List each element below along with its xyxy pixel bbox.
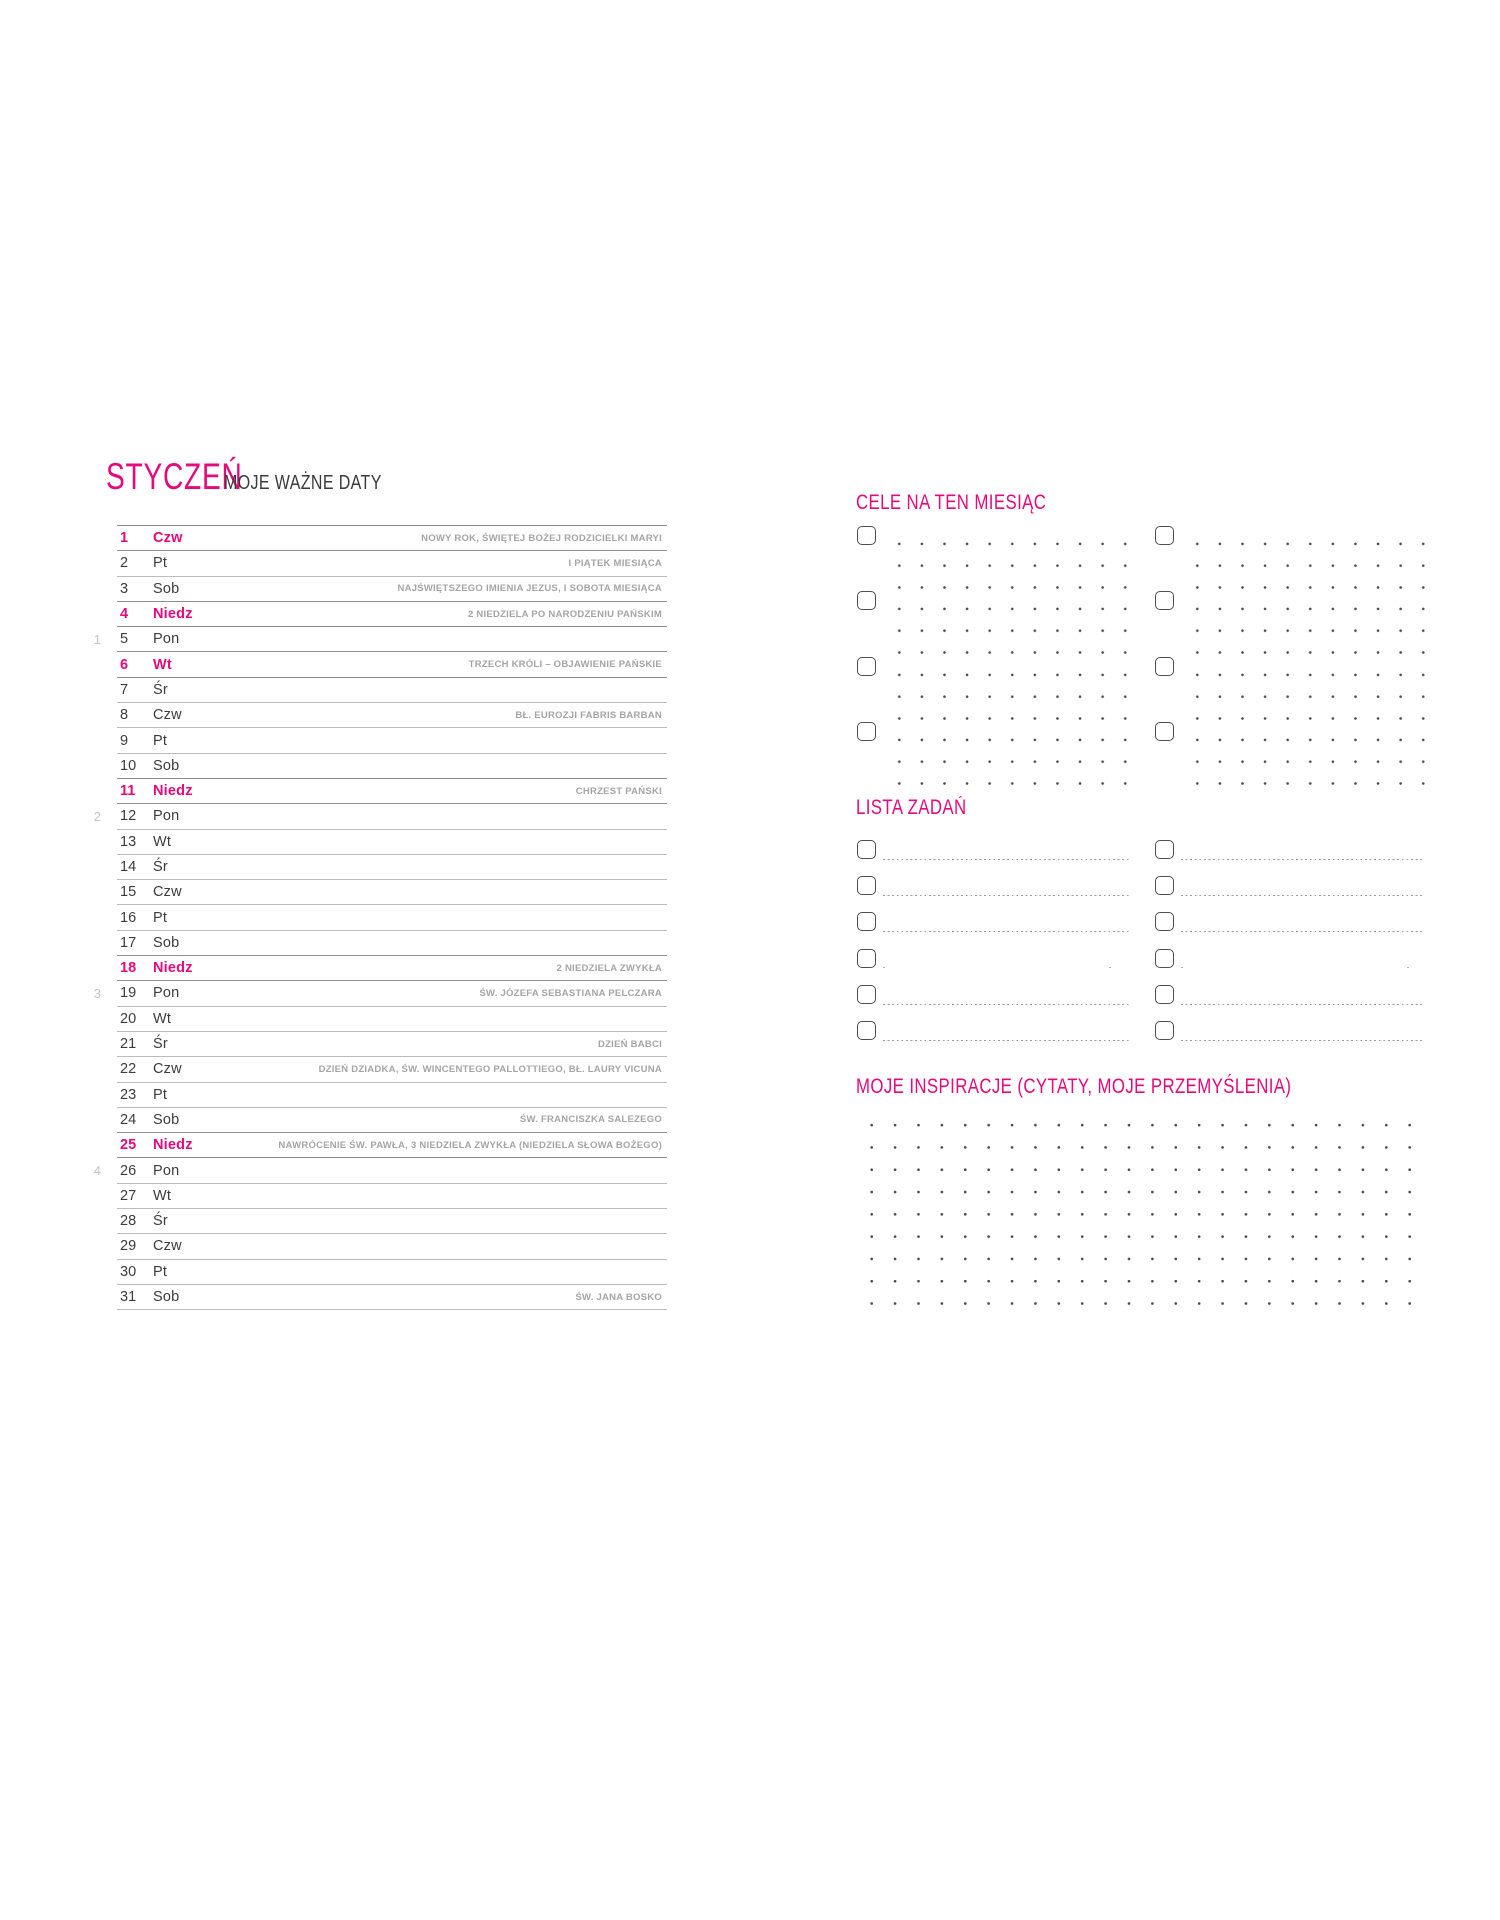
day-note: BŁ. EUROZJI FABRIS BARBAN xyxy=(515,709,662,721)
goal-dot-area[interactable] xyxy=(1178,657,1425,722)
day-number: 13 xyxy=(120,833,137,850)
day-number: 18 xyxy=(120,960,137,977)
task-checkbox[interactable] xyxy=(1155,876,1174,895)
day-note: I PIĄTEK MIESIĄCA xyxy=(568,557,662,569)
goal-dot-area[interactable] xyxy=(880,657,1131,722)
weekday-label: Pon xyxy=(153,985,180,1002)
weekday-label: Sob xyxy=(153,1111,180,1128)
day-note: ŚW. JÓZEFA SEBASTIANA PELCZARA xyxy=(479,987,662,999)
day-number: 22 xyxy=(120,1061,137,1078)
day-note: CHRZEST PAŃSKI xyxy=(575,785,662,797)
goal-block xyxy=(1155,526,1425,591)
calendar-row-28 xyxy=(117,1209,667,1234)
goal-block xyxy=(1155,591,1425,656)
task-write-line[interactable] xyxy=(883,1021,1129,1041)
goal-dot-area[interactable] xyxy=(880,722,1131,787)
weekday-label: Pon xyxy=(153,631,180,648)
goal-checkbox[interactable] xyxy=(1155,591,1174,610)
week-number: 3 xyxy=(93,985,101,1001)
inspirations-section-title: MOJE INSPIRACJE (CYTATY, MOJE PRZEMYŚLENIA) xyxy=(856,1075,1292,1098)
calendar-row-4 xyxy=(117,602,667,627)
weekday-label: Czw xyxy=(153,1061,182,1078)
calendar-row-3 xyxy=(117,577,667,602)
calendar-row-8 xyxy=(117,703,667,728)
calendar-row-21 xyxy=(117,1032,667,1057)
weekday-label: Niedz xyxy=(153,606,193,623)
calendar-row-12 xyxy=(93,804,667,829)
weekday-label: Pt xyxy=(153,1263,168,1280)
task-cell xyxy=(857,912,1155,948)
task-write-line[interactable] xyxy=(1181,912,1425,932)
day-note: NAJŚWIĘTSZEGO IMIENIA JEZUS, I SOBOTA MIESIĄCA xyxy=(397,583,662,595)
weekday-label: Sob xyxy=(153,580,180,597)
calendar-row-13 xyxy=(117,830,667,855)
task-cell xyxy=(857,1021,1155,1057)
day-number: 19 xyxy=(120,985,137,1002)
day-number: 30 xyxy=(120,1263,137,1280)
goal-checkbox[interactable] xyxy=(857,722,876,741)
task-cell xyxy=(1155,840,1425,876)
tasks-grid xyxy=(857,840,1425,1057)
day-note: NAWRÓCENIE ŚW. PAWŁA, 3 NIEDZIELA ZWYKŁA (NIEDZIELA SŁOWA BOŻEGO) xyxy=(278,1139,662,1151)
goal-dot-area[interactable] xyxy=(1178,526,1425,591)
task-checkbox[interactable] xyxy=(857,912,876,931)
day-number: 20 xyxy=(120,1010,137,1027)
calendar-row-11 xyxy=(117,779,667,804)
calendar-table xyxy=(93,525,667,1310)
task-write-line[interactable] xyxy=(1181,840,1425,860)
day-number: 31 xyxy=(120,1289,137,1306)
task-checkbox[interactable] xyxy=(1155,985,1174,1004)
task-cell xyxy=(1155,912,1425,948)
day-number: 4 xyxy=(120,606,129,623)
tasks-section-title: LISTA ZADAŃ xyxy=(856,796,967,819)
weekday-label: Niedz xyxy=(153,783,193,800)
task-row xyxy=(857,840,1425,876)
goals-grid xyxy=(857,526,1425,788)
weekday-label: Śr xyxy=(153,1036,168,1053)
weekday-label: Czw xyxy=(153,884,182,901)
task-checkbox[interactable] xyxy=(857,876,876,895)
calendar-row-14 xyxy=(117,855,667,880)
task-cell xyxy=(1155,876,1425,912)
day-number: 9 xyxy=(120,732,129,749)
task-cell xyxy=(857,949,1155,985)
calendar-row-7 xyxy=(117,678,667,703)
week-number: 4 xyxy=(93,1163,101,1179)
task-write-line[interactable] xyxy=(1181,1021,1425,1041)
day-number: 8 xyxy=(120,707,129,724)
day-note: DZIEŃ BABCI xyxy=(598,1038,662,1050)
task-checkbox[interactable] xyxy=(1155,840,1174,859)
goals-section-title: CELE NA TEN MIESIĄC xyxy=(856,491,1047,514)
weekday-label: Wt xyxy=(153,1010,172,1027)
goal-row xyxy=(857,657,1425,722)
day-number: 11 xyxy=(120,783,136,800)
month-title: STYCZEŃ xyxy=(106,456,243,497)
calendar-row-20 xyxy=(117,1007,667,1032)
weekday-label: Czw xyxy=(153,530,183,547)
task-cell xyxy=(857,876,1155,912)
task-checkbox[interactable] xyxy=(857,985,876,1004)
inspirations-dot-grid[interactable] xyxy=(858,1110,1422,1307)
weekday-label: Pt xyxy=(153,555,168,572)
calendar-row-22 xyxy=(117,1057,667,1082)
goal-checkbox[interactable] xyxy=(1155,722,1174,741)
goal-block xyxy=(857,722,1155,787)
day-number: 14 xyxy=(120,859,137,875)
day-number: 26 xyxy=(120,1162,137,1179)
day-note: 2 NIEDZIELA PO NARODZENIU PAŃSKIM xyxy=(467,608,662,620)
task-write-line[interactable] xyxy=(883,912,1129,932)
task-write-line[interactable] xyxy=(883,949,1129,969)
weekday-label: Śr xyxy=(153,681,168,698)
task-write-line[interactable] xyxy=(883,985,1129,1005)
day-number: 3 xyxy=(120,580,129,597)
task-checkbox[interactable] xyxy=(857,949,876,968)
day-number: 24 xyxy=(120,1111,137,1128)
calendar-row-17 xyxy=(117,931,667,956)
day-number: 2 xyxy=(120,555,129,572)
weekday-label: Niedz xyxy=(153,1137,193,1154)
task-checkbox[interactable] xyxy=(1155,912,1174,931)
task-write-line[interactable] xyxy=(1181,985,1425,1005)
calendar-row-26 xyxy=(93,1158,667,1183)
weekday-label: Śr xyxy=(153,859,168,875)
weekday-label: Sob xyxy=(153,757,180,774)
day-number: 21 xyxy=(120,1036,137,1053)
task-checkbox[interactable] xyxy=(857,840,876,859)
task-row xyxy=(857,949,1425,985)
task-cell xyxy=(857,840,1155,876)
day-number: 5 xyxy=(120,631,129,648)
calendar-row-18 xyxy=(117,956,667,981)
weekday-label: Wt xyxy=(153,656,172,673)
day-number: 29 xyxy=(120,1238,137,1255)
task-cell xyxy=(1155,949,1425,985)
task-row xyxy=(857,1021,1425,1057)
calendar-row-1 xyxy=(117,526,667,551)
goal-block xyxy=(857,526,1155,591)
task-cell xyxy=(1155,985,1425,1021)
goal-dot-area[interactable] xyxy=(880,591,1131,656)
day-number: 6 xyxy=(120,656,129,673)
goal-block xyxy=(857,657,1155,722)
calendar-row-6 xyxy=(117,652,667,677)
goal-checkbox[interactable] xyxy=(857,526,876,545)
day-number: 27 xyxy=(120,1187,137,1204)
day-number: 10 xyxy=(120,757,137,774)
calendar-row-27 xyxy=(117,1184,667,1209)
calendar-row-31 xyxy=(117,1285,667,1310)
weekday-label: Czw xyxy=(153,707,182,724)
weekday-label: Wt xyxy=(153,1187,172,1204)
task-checkbox[interactable] xyxy=(1155,949,1174,968)
goal-row xyxy=(857,722,1425,787)
calendar-row-30 xyxy=(117,1260,667,1285)
day-note: NOWY ROK, ŚWIĘTEJ BOŻEJ RODZICIELKI MARYI xyxy=(421,532,662,544)
month-subtitle: MOJE WAŻNE DATY xyxy=(224,471,382,494)
calendar-row-19 xyxy=(93,981,667,1006)
goal-checkbox[interactable] xyxy=(857,657,876,676)
calendar-row-5 xyxy=(93,627,667,652)
day-note: DZIEŃ DZIADKA, ŚW. WINCENTEGO PALLOTTIEGO, BŁ. LAURY VICUNA xyxy=(318,1063,662,1075)
task-checkbox[interactable] xyxy=(1155,1021,1174,1040)
task-row xyxy=(857,985,1425,1021)
calendar-row-23 xyxy=(117,1083,667,1108)
task-row xyxy=(857,912,1425,948)
task-cell xyxy=(857,985,1155,1021)
weekday-label: Niedz xyxy=(153,960,193,977)
day-note: TRZECH KRÓLI – OBJAWIENIE PAŃSKIE xyxy=(468,659,662,671)
goal-row xyxy=(857,591,1425,656)
calendar-row-9 xyxy=(117,728,667,753)
weekday-label: Sob xyxy=(153,934,180,951)
day-note: ŚW. FRANCISZKA SALEZEGO xyxy=(519,1114,662,1126)
goal-dot-area[interactable] xyxy=(880,526,1131,591)
calendar-row-16 xyxy=(117,905,667,930)
task-checkbox[interactable] xyxy=(857,1021,876,1040)
weekday-label: Wt xyxy=(153,833,172,850)
week-number: 1 xyxy=(93,631,101,647)
goal-row xyxy=(857,526,1425,591)
weekday-label: Pt xyxy=(153,1086,168,1103)
task-write-line[interactable] xyxy=(883,840,1129,860)
goal-block xyxy=(1155,722,1425,787)
calendar-row-24 xyxy=(117,1108,667,1133)
goal-dot-area[interactable] xyxy=(1178,591,1425,656)
day-number: 28 xyxy=(120,1213,137,1230)
weekday-label: Pon xyxy=(153,1162,180,1179)
task-write-line[interactable] xyxy=(883,876,1129,896)
task-cell xyxy=(1155,1021,1425,1057)
weekday-label: Sob xyxy=(153,1289,180,1306)
day-number: 23 xyxy=(120,1086,137,1103)
task-write-line[interactable] xyxy=(1181,949,1425,969)
day-number: 16 xyxy=(120,909,137,926)
weekday-label: Pon xyxy=(153,808,180,825)
calendar-row-15 xyxy=(117,880,667,905)
task-write-line[interactable] xyxy=(1181,876,1425,896)
task-row xyxy=(857,876,1425,912)
weekday-label: Pt xyxy=(153,909,168,926)
day-note: 2 NIEDZIELA ZWYKŁA xyxy=(556,962,662,974)
week-number: 2 xyxy=(93,808,101,824)
calendar-row-10 xyxy=(117,754,667,779)
calendar-row-29 xyxy=(117,1234,667,1259)
goal-block xyxy=(857,591,1155,656)
goal-checkbox[interactable] xyxy=(1155,657,1174,676)
weekday-label: Czw xyxy=(153,1238,182,1255)
calendar-row-25 xyxy=(117,1133,667,1158)
day-number: 17 xyxy=(120,934,137,951)
day-number: 12 xyxy=(120,808,137,825)
goal-checkbox[interactable] xyxy=(857,591,876,610)
day-number: 15 xyxy=(120,884,137,901)
weekday-label: Pt xyxy=(153,732,168,749)
calendar-row-2 xyxy=(117,551,667,576)
goal-checkbox[interactable] xyxy=(1155,526,1174,545)
weekday-label: Śr xyxy=(153,1213,168,1230)
goal-block xyxy=(1155,657,1425,722)
goal-dot-area[interactable] xyxy=(1178,722,1425,787)
day-note: ŚW. JANA BOSKO xyxy=(575,1291,662,1303)
day-number: 25 xyxy=(120,1137,137,1154)
day-number: 7 xyxy=(120,681,129,698)
day-number: 1 xyxy=(120,530,129,547)
